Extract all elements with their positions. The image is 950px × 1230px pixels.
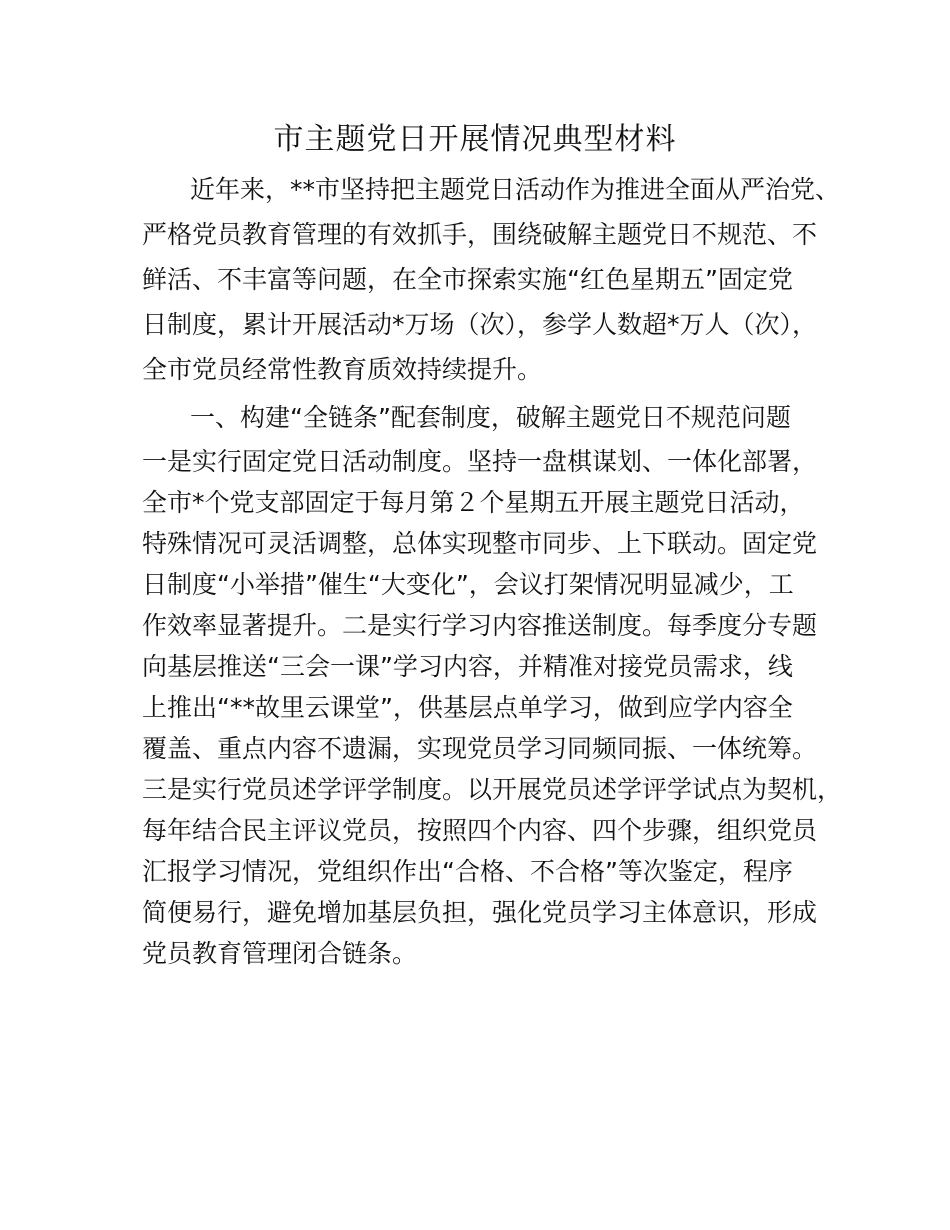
paragraph-line: 三是实行党员述学评学制度。以开展党员述学评学试点为契机，	[142, 775, 843, 804]
paragraph-line: 严格党员教育管理的有效抓手，围绕破解主题党日不规范、不	[142, 220, 818, 249]
paragraph-line: 汇报学习情况，党组织作出“合格、不合格”等次鉴定，程序	[142, 857, 793, 886]
paragraph-line: 全市党员经常性教育质效持续提升。	[142, 355, 543, 384]
paragraph-line: 全市*个党支部固定于每月第２个星期五开展主题党日活动，	[142, 488, 805, 517]
paragraph-line: 日制度，累计开展活动*万场（次），参学人数超*万人（次），	[142, 310, 818, 339]
paragraph-line: 鲜活、不丰富等问题，在全市探索实施“红色星期五”固定党	[142, 265, 793, 294]
section-heading: 一、构建“全链条”配套制度，破解主题党日不规范问题	[190, 403, 791, 432]
paragraph-line: 每年结合民主评议党员，按照四个内容、四个步骤，组织党员	[142, 816, 818, 845]
paragraph-line: 上推出“**故里云课堂”，供基层点单学习，做到应学内容全	[142, 693, 793, 722]
document-title: 市主题党日开展情况典型材料	[273, 122, 677, 157]
paragraph-line: 特殊情况可灵活调整，总体实现整市同步、上下联动。固定党	[142, 529, 818, 558]
paragraph-line: 近年来，**市坚持把主题党日活动作为推进全面从严治党、	[190, 175, 841, 204]
paragraph-line: 向基层推送“三会一课”学习内容，并精准对接党员需求，线	[142, 652, 793, 681]
paragraph-line: 一是实行固定党日活动制度。坚持一盘棋谋划、一体化部署，	[142, 447, 818, 476]
paragraph-line: 日制度“小举措”催生“大变化”，会议打架情况明显减少，工	[142, 570, 794, 599]
paragraph-line: 简便易行，避免增加基层负担，强化党员学习主体意识，形成	[142, 898, 818, 927]
paragraph-line: 覆盖、重点内容不遗漏，实现党员学习同频同振、一体统筹。	[142, 734, 818, 763]
paragraph-line: 党员教育管理闭合链条。	[142, 939, 418, 968]
paragraph-line: 作效率显著提升。二是实行学习内容推送制度。每季度分专题	[142, 611, 818, 640]
